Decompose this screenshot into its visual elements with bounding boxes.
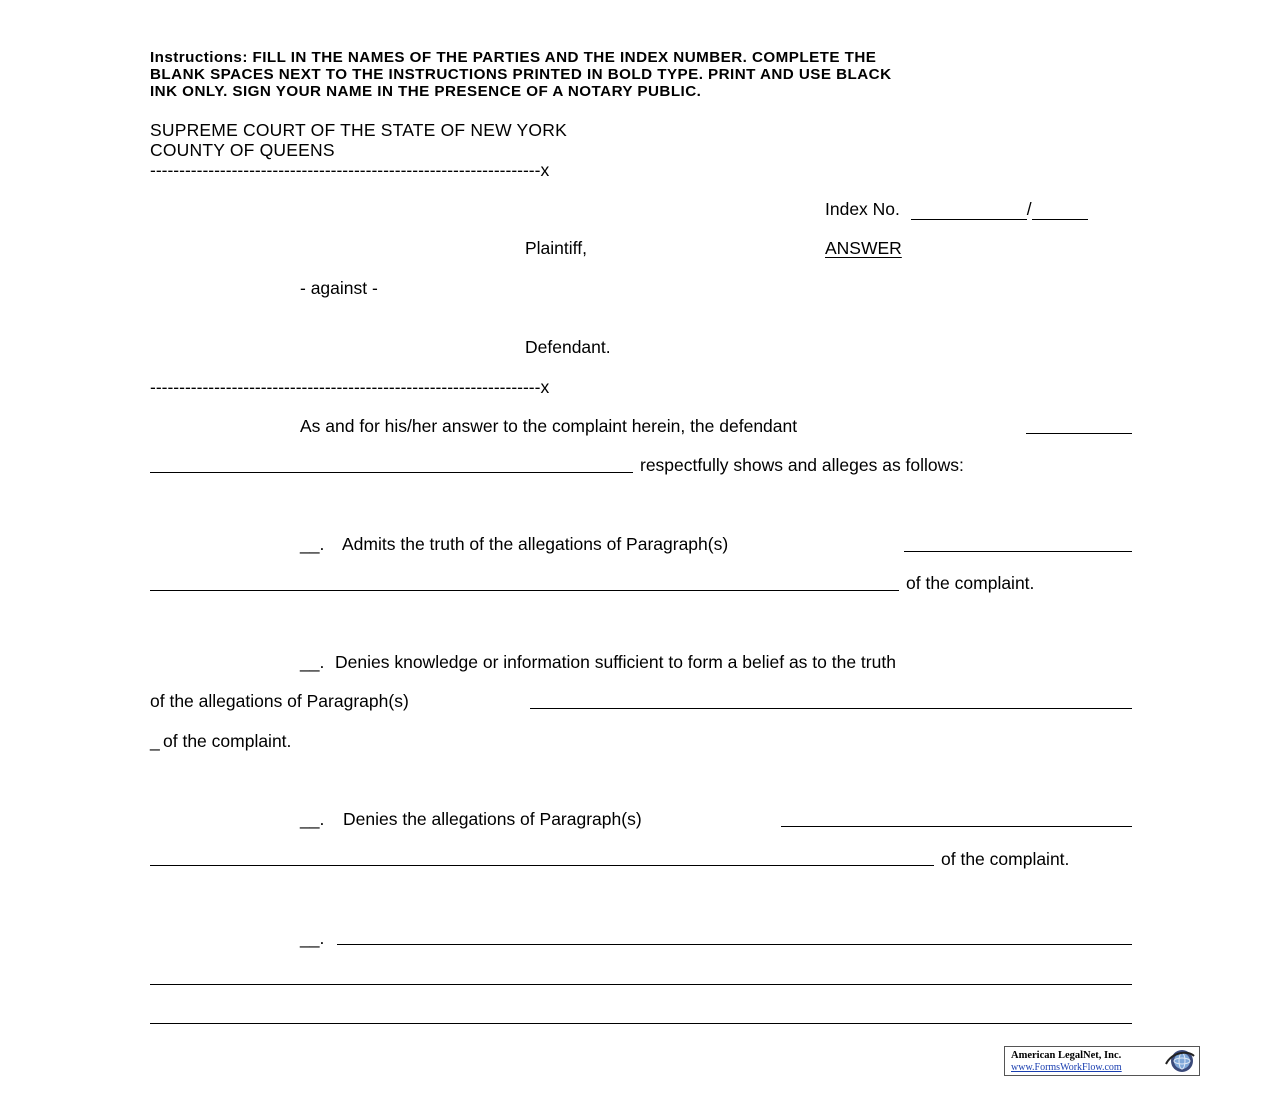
globe-icon [1162,1048,1196,1074]
paragraph-1-numbers-blank[interactable] [904,551,1132,552]
paragraph-3-numbers-blank-cont[interactable] [150,865,934,866]
index-year-blank[interactable] [1032,199,1088,220]
index-slash: / [1026,199,1032,219]
instructions-line-3: INK ONLY. SIGN YOUR NAME IN THE PRESENCE OF A NOTARY PUBLIC. [150,83,702,100]
court-name: SUPREME COURT OF THE STATE OF NEW YORK [150,120,567,140]
logo-website-link[interactable]: www.FormsWorkFlow.com [1011,1062,1122,1073]
paragraph-2-line-2: of the allegations of Paragraph(s) [150,691,409,711]
court-county: COUNTY OF QUEENS [150,140,335,160]
paragraph-3-marker: __. [300,809,325,829]
defendant-label: Defendant. [525,337,611,357]
plaintiff-label: Plaintiff, [525,238,587,258]
document-title: ANSWER [825,238,902,258]
american-legalnet-logo[interactable] [1004,1046,1200,1076]
paragraph-4-blank-line-1[interactable] [337,944,1132,945]
instructions-line-2: BLANK SPACES NEXT TO THE INSTRUCTIONS PRINTED IN BOLD TYPE. PRINT AND USE BLACK [150,66,892,83]
defendant-name-blank-cont[interactable] [150,472,633,473]
paragraph-2-end-marker: _ [150,731,160,751]
index-number-field [825,199,1088,220]
paragraph-2-text: Denies knowledge or information sufficient to form a belief as to the truth [335,652,896,672]
paragraph-2-numbers-blank[interactable] [530,708,1132,709]
caption-separator-top: -------------------------------------------------------------------x [150,160,550,180]
index-number-blank[interactable] [911,199,1027,220]
paragraph-3-end: of the complaint. [941,849,1070,869]
paragraph-1-numbers-blank-cont[interactable] [150,590,899,591]
logo-company-name: American LegalNet, Inc. [1011,1050,1122,1061]
intro-end-text: respectfully shows and alleges as follows: [640,455,964,475]
against-label: - against - [300,278,378,298]
defendant-name-blank[interactable] [1026,433,1132,434]
paragraph-4-blank-line-3[interactable] [150,1023,1132,1024]
paragraph-2-end: of the complaint. [163,731,292,751]
paragraph-4-blank-line-2[interactable] [150,984,1132,985]
paragraph-3-text: Denies the allegations of Paragraph(s) [343,809,642,829]
instructions [150,49,1140,100]
paragraph-1-end: of the complaint. [906,573,1035,593]
paragraph-1-text: Admits the truth of the allegations of Paragraph(s) [342,534,729,554]
instructions-line-1: Instructions: FILL IN THE NAMES OF THE PARTIES AND THE INDEX NUMBER. COMPLETE THE [150,49,877,66]
court-heading [150,120,567,160]
paragraph-3-numbers-blank[interactable] [781,826,1132,827]
paragraph-4-marker: __. [300,928,325,948]
intro-text: As and for his/her answer to the complaint herein, the defendant [300,416,798,436]
paragraph-1-marker: __. [300,534,325,554]
index-label: Index No. [825,199,900,219]
caption-separator-bottom: -------------------------------------------------------------------x [150,377,550,397]
paragraph-2-marker: __. [300,652,325,672]
